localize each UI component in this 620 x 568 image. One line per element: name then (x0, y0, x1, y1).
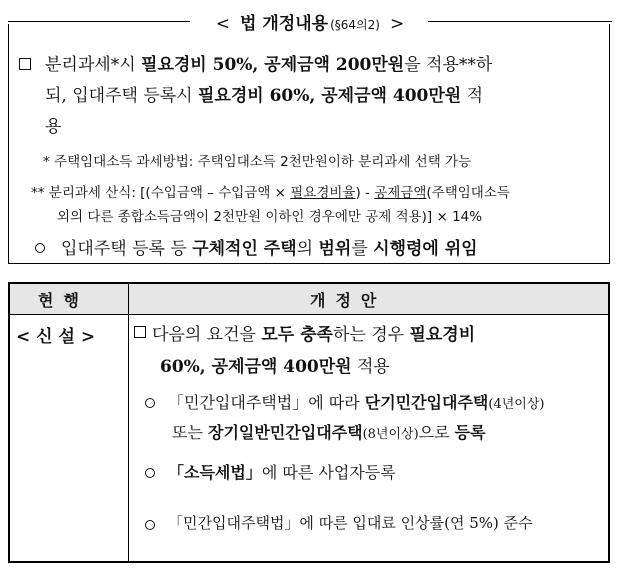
revised-main-line2: 60%, 공제금액 400만원 적용 (160, 357, 390, 377)
angle-left-glyph: < (215, 13, 231, 34)
header-current: 현행 (38, 291, 89, 310)
checkbox-square-icon (134, 326, 146, 338)
sub2-text: 「소득세법」에 따른 사업자등록 (168, 463, 396, 482)
section-reference: (§64의2) (330, 17, 380, 32)
sub1-line1: 「민간입대주택법」에 따라 단기민간입대주택(4년이상) (168, 393, 545, 412)
header-rule-left (8, 21, 190, 22)
section-title: 법 개정내용 (240, 13, 329, 34)
circle-bullet-icon (145, 398, 155, 408)
note-2-line1: ** 분리과세 산식: [(수입금액 – 수입금액 × 필요경비율) - 공제금액(주택임대소득 (31, 185, 510, 201)
circle-bullet-icon (145, 520, 155, 530)
item1-line1: 분리과세*시 필요경비 50%, 공제금액 200만원을 적용**하 (45, 55, 493, 75)
item1-line2: 되, 입대주택 등록시 필요경비 60%, 공제금액 400만원 적 (45, 86, 484, 106)
current-cell-new: < 신 설 > (16, 327, 96, 347)
angle-right-glyph: > (389, 13, 405, 34)
sub3-text: 「민간입대주택법」에 따른 입대료 인상률(연 5%) 준수 (168, 514, 533, 532)
checkbox-square-icon (19, 58, 31, 70)
revised-main-line1: 다음의 요건을 모두 충족하는 경우 필요경비 (152, 325, 476, 345)
table-header-row (10, 284, 608, 315)
comparison-table (8, 282, 610, 563)
circle-bullet-icon (145, 468, 155, 478)
column-divider (128, 284, 129, 561)
note-2-line2: 외의 다른 종합소득금액이 2천만원 이하인 경우에만 공제 적용)] × 14% (57, 209, 483, 225)
header-rule-right (428, 21, 612, 22)
item2-text: 입대주택 등록 등 구체적인 주택의 범위를 시행령에 위임 (61, 239, 478, 259)
circle-bullet-icon (35, 243, 45, 253)
law-change-box (8, 24, 610, 264)
item1-line3: 용 (45, 117, 62, 137)
note-1: * 주택임대소득 과세방법: 주택임대소득 2천만원이하 분리과세 선택 가능 (43, 154, 472, 170)
header-revised: 개정안 (310, 291, 387, 310)
section-title-group (208, 9, 412, 34)
sub1-line2: 또는 장기일반민간입대주택(8년이상)으로 등록 (172, 423, 486, 442)
